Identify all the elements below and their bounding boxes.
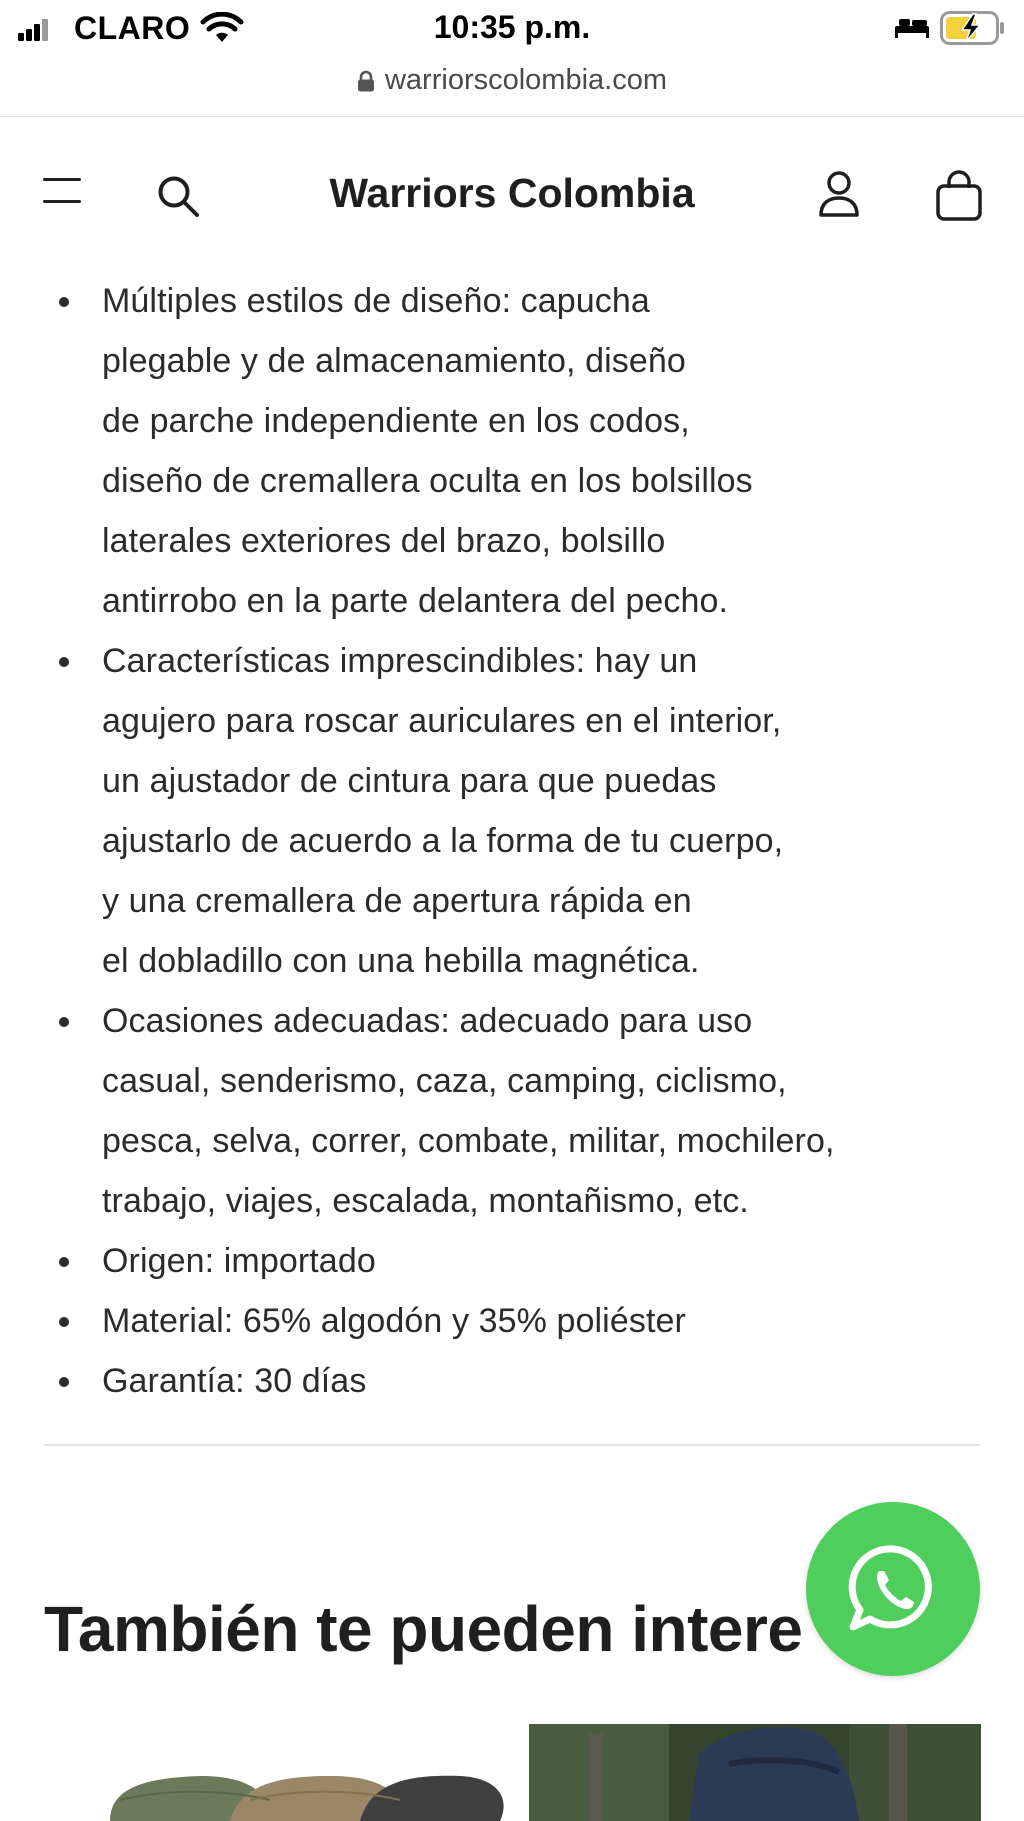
lock-icon (357, 70, 375, 92)
product-jacket-image (529, 1724, 981, 1821)
list-item: Múltiples estilos de diseño: capucha plegable y de almacenamiento, diseño de parche independiente en los codos, diseño de cremallera oculta en los bolsillos laterales exteriores del brazo, bolsillo antirrobo en la parte delantera del pecho. (0, 271, 1024, 631)
list-item: Material: 65% algodón y 35% poliéster (0, 1291, 1024, 1351)
sleep-mode-icon (895, 16, 929, 38)
list-item: Características imprescindibles: hay un agujero para roscar auriculares en el interior, un ajustador de cintura para que puedas ajustarlo de acuerdo a la forma de tu cuerpo, y una cremallera de apertura rápida en el dobladillo con una hebilla magnética. (0, 631, 1024, 991)
cart-icon[interactable] (935, 170, 983, 222)
section-divider (44, 1444, 980, 1446)
product-image[interactable] (80, 1760, 520, 1821)
url-text: warriorscolombia.com (384, 64, 667, 96)
status-bar (0, 0, 1024, 56)
site-title[interactable]: Warriors Colombia (329, 170, 695, 216)
list-item: Ocasiones adecuadas: adecuado para uso casual, senderismo, caza, camping, ciclismo, pesca, selva, correr, combate, militar, mochilero, trabajo, viajes, escalada, montañismo, etc. (0, 991, 1024, 1231)
whatsapp-icon (843, 1539, 943, 1639)
carrier-name: CLARO (74, 10, 191, 46)
whatsapp-button[interactable] (806, 1502, 980, 1676)
product-image[interactable] (529, 1724, 981, 1821)
list-item: Garantía: 30 días (0, 1351, 1024, 1411)
address-bar[interactable] (0, 56, 1024, 117)
related-products-heading: También te pueden intere (44, 1593, 803, 1665)
account-icon[interactable] (817, 170, 861, 218)
list-item: Origen: importado (0, 1231, 1024, 1291)
site-header (0, 118, 1024, 274)
clock: 10:35 p.m. (433, 9, 591, 45)
product-caps-image (80, 1760, 520, 1821)
product-description (0, 271, 1024, 1411)
battery-icon (940, 11, 1006, 45)
